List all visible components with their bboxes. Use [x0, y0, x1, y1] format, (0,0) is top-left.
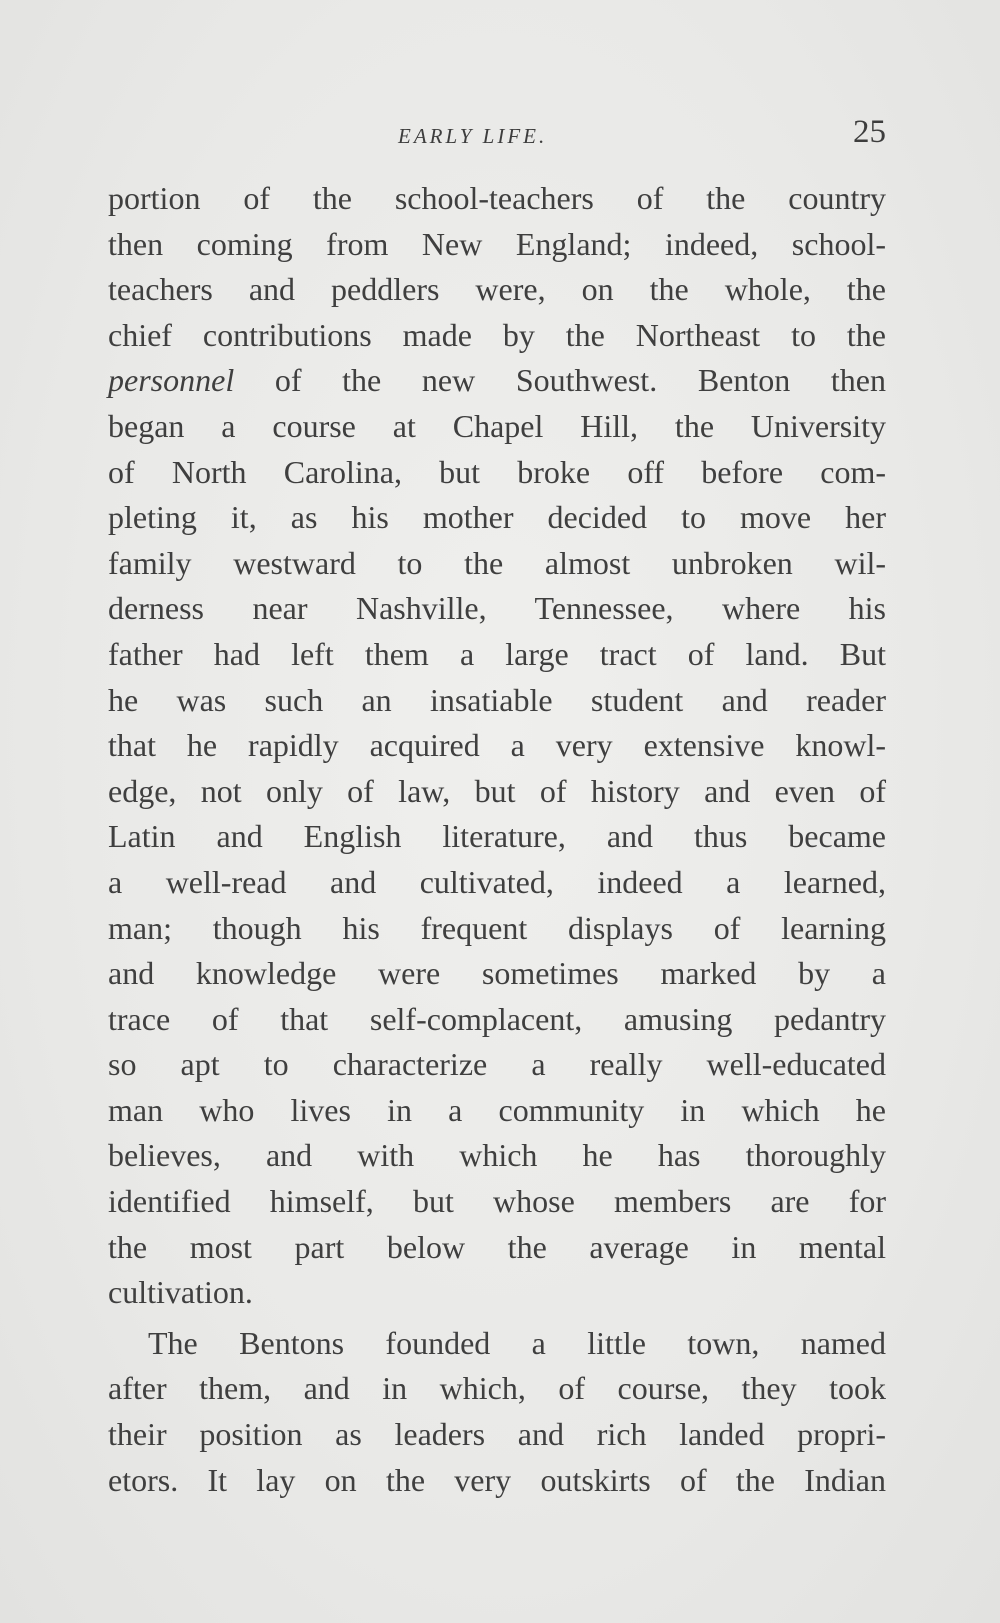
body-text: [108, 176, 886, 1503]
text-line: Latin and English literature, and thus became: [108, 818, 886, 855]
text-line-rest: of the new Southwest. Benton then: [274, 362, 887, 399]
text-line: after them, and in which, of course, they took: [108, 1370, 886, 1407]
text-line: edge, not only of law, but of history and even of: [108, 772, 886, 809]
text-line: believes, and with which he has thoroughly: [108, 1137, 886, 1174]
paragraph-2: [108, 1321, 886, 1503]
text-line: then coming from New England; indeed, school-: [108, 225, 886, 262]
paragraph-1: [108, 176, 886, 1316]
text-line: [108, 358, 886, 404]
page-number: 25: [853, 114, 886, 150]
text-line: and knowledge were sometimes marked by a: [108, 955, 886, 992]
text-line: of North Carolina, but broke off before com-: [108, 453, 886, 490]
text-line: chief contributions made by the Northeast to the: [108, 316, 886, 353]
text-line: identified himself, but whose members are for: [108, 1183, 886, 1220]
text-line: their position as leaders and rich landed propri-: [108, 1416, 886, 1453]
running-head: EARLY LIFE.: [398, 124, 548, 148]
text-line: the most part below the average in mental: [108, 1228, 886, 1265]
text-line: portion of the school-teachers of the country: [108, 180, 886, 216]
text-line: a well-read and cultivated, indeed a learned,: [108, 863, 886, 900]
text-line: man who lives in a community in which he: [108, 1091, 886, 1128]
text-line: derness near Nashville, Tennessee, where his: [108, 590, 886, 627]
text-line: so apt to characterize a really well-educated: [108, 1046, 886, 1083]
text-line: he was such an insatiable student and reader: [108, 681, 886, 718]
text-line: pleting it, as his mother decided to move her: [108, 499, 886, 536]
text-line: that he rapidly acquired a very extensive knowl-: [108, 727, 886, 764]
page-header: [108, 110, 886, 160]
text-line: father had left them a large tract of land. But: [108, 635, 886, 672]
text-line: teachers and peddlers were, on the whole, the: [108, 271, 886, 308]
text-line: began a course at Chapel Hill, the University: [108, 407, 886, 444]
text-line: etors. It lay on the very outskirts of the Indian: [108, 1461, 886, 1498]
text-line: man; though his frequent displays of learning: [108, 909, 886, 946]
text-line: cultivation.: [108, 1274, 253, 1311]
italic-word: personnel: [108, 362, 235, 399]
text-line: The Bentons founded a little town, named: [148, 1324, 886, 1361]
text-line: family westward to the almost unbroken wil-: [108, 544, 886, 581]
text-line: trace of that self-complacent, amusing pedantry: [108, 1000, 886, 1037]
